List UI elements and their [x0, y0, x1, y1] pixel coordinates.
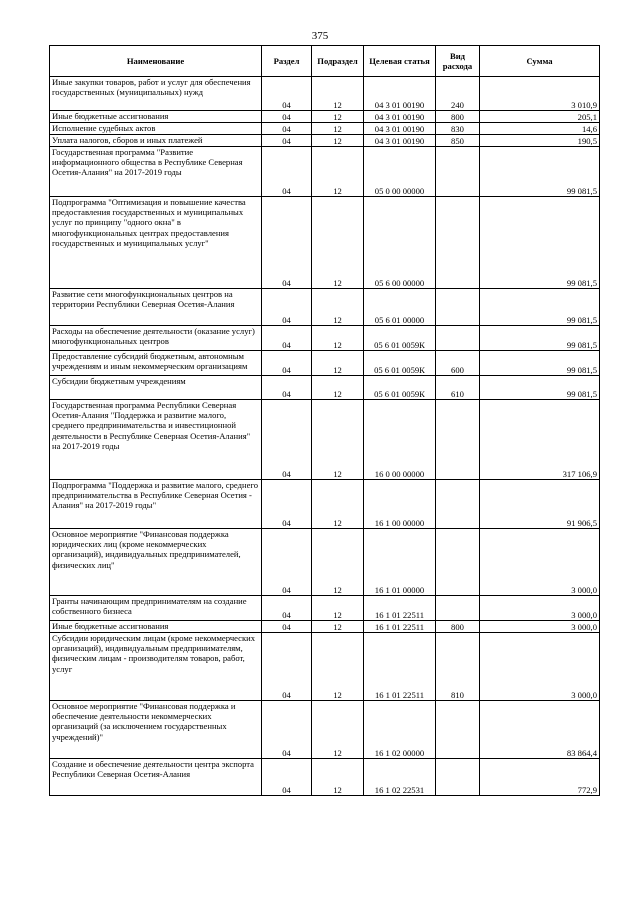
row-subsection: 12	[312, 111, 364, 123]
row-subsection: 12	[312, 197, 364, 289]
row-target: 16 1 01 22511	[364, 621, 436, 633]
table-row	[50, 400, 600, 480]
row-name: Уплата налогов, сборов и иных платежей	[50, 135, 262, 147]
row-target: 05 6 00 00000	[364, 197, 436, 289]
row-amount: 3 010,9	[480, 77, 600, 111]
row-amount: 91 906,5	[480, 480, 600, 529]
row-name: Иные бюджетные ассигнования	[50, 621, 262, 633]
row-section: 04	[262, 596, 312, 621]
row-amount: 14,6	[480, 123, 600, 135]
row-amount: 99 081,5	[480, 289, 600, 326]
row-section: 04	[262, 701, 312, 759]
row-target: 16 1 01 22511	[364, 633, 436, 701]
budget-table	[49, 45, 600, 796]
row-target: 16 1 01 22511	[364, 596, 436, 621]
row-section: 04	[262, 633, 312, 701]
row-amount: 3 000,0	[480, 621, 600, 633]
table-row	[50, 147, 600, 197]
row-subsection: 12	[312, 529, 364, 596]
row-subsection: 12	[312, 376, 364, 400]
row-subsection: 12	[312, 135, 364, 147]
row-target: 16 0 00 00000	[364, 400, 436, 480]
row-type: 600	[436, 351, 480, 376]
page-number: 375	[311, 30, 329, 42]
header-subsection: Подраздел	[312, 46, 364, 77]
row-section: 04	[262, 400, 312, 480]
row-amount: 83 864,4	[480, 701, 600, 759]
row-amount: 3 000,0	[480, 529, 600, 596]
row-name: Субсидии юридическим лицам (кроме некоммерческих организаций), индивидуальным предпринимателям, физическим лицам - производителям товаров, работ, услуг	[50, 633, 262, 701]
row-section: 04	[262, 111, 312, 123]
table-row	[50, 621, 600, 633]
row-section: 04	[262, 376, 312, 400]
header-name: Наименование	[50, 46, 262, 77]
row-type	[436, 326, 480, 351]
row-subsection: 12	[312, 77, 364, 111]
row-section: 04	[262, 123, 312, 135]
row-target: 04 3 01 00190	[364, 135, 436, 147]
row-type: 850	[436, 135, 480, 147]
row-amount: 205,1	[480, 111, 600, 123]
row-subsection: 12	[312, 123, 364, 135]
row-name: Подпрограмма "Поддержка и развитие малого, среднего предпринимательства в Республике Северная Осетия - Алания" на 2017-2019 годы"	[50, 480, 262, 529]
row-name: Иные бюджетные ассигнования	[50, 111, 262, 123]
row-amount: 99 081,5	[480, 351, 600, 376]
row-target: 05 6 01 0059К	[364, 351, 436, 376]
row-section: 04	[262, 135, 312, 147]
row-name: Предоставление субсидий бюджетным, автономным учреждениям и иным некоммерческим организациям	[50, 351, 262, 376]
row-subsection: 12	[312, 621, 364, 633]
row-name: Подпрограмма "Оптимизация и повышение качества предоставления государственных и муниципальных услуг по принципу "одного окна" в многофункциональных центрах предоставления государственных и муниципальных услуг"	[50, 197, 262, 289]
table-row	[50, 289, 600, 326]
row-subsection: 12	[312, 289, 364, 326]
header-amount: Сумма	[480, 46, 600, 77]
row-subsection: 12	[312, 633, 364, 701]
header-section: Раздел	[262, 46, 312, 77]
table-body	[50, 77, 600, 796]
row-target: 16 1 02 22531	[364, 759, 436, 796]
row-section: 04	[262, 351, 312, 376]
row-type	[436, 701, 480, 759]
row-section: 04	[262, 480, 312, 529]
row-name: Субсидии бюджетным учреждениям	[50, 376, 262, 400]
row-type: 830	[436, 123, 480, 135]
row-subsection: 12	[312, 480, 364, 529]
row-name: Иные закупки товаров, работ и услуг для обеспечения государственных (муниципальных) нужд	[50, 77, 262, 111]
row-section: 04	[262, 621, 312, 633]
row-name: Исполнение судебных актов	[50, 123, 262, 135]
row-target: 04 3 01 00190	[364, 111, 436, 123]
row-target: 05 0 00 00000	[364, 147, 436, 197]
table-header-row	[50, 46, 600, 77]
table-row	[50, 197, 600, 289]
row-name: Развитие сети многофункциональных центров на территории Республики Северная Осетия-Алания	[50, 289, 262, 326]
row-name: Основное мероприятие "Финансовая поддержка юридических лиц (кроме некоммерческих организаций), индивидуальных предпринимателей, физических лиц"	[50, 529, 262, 596]
row-target: 16 1 02 00000	[364, 701, 436, 759]
row-name: Основное мероприятие "Финансовая поддержка и обеспечение деятельности некоммерческих организаций (за исключением государственных учреждений)"	[50, 701, 262, 759]
row-type: 800	[436, 621, 480, 633]
row-type: 810	[436, 633, 480, 701]
row-type	[436, 147, 480, 197]
row-amount: 317 106,9	[480, 400, 600, 480]
row-section: 04	[262, 197, 312, 289]
table-row	[50, 326, 600, 351]
row-section: 04	[262, 759, 312, 796]
row-amount: 99 081,5	[480, 376, 600, 400]
row-target: 16 1 01 00000	[364, 529, 436, 596]
row-amount: 3 000,0	[480, 633, 600, 701]
row-subsection: 12	[312, 326, 364, 351]
table-row	[50, 759, 600, 796]
row-amount: 772,9	[480, 759, 600, 796]
row-type	[436, 596, 480, 621]
row-amount: 190,5	[480, 135, 600, 147]
row-subsection: 12	[312, 147, 364, 197]
header-target: Целевая статья	[364, 46, 436, 77]
row-target: 16 1 00 00000	[364, 480, 436, 529]
row-type: 240	[436, 77, 480, 111]
row-type	[436, 289, 480, 326]
row-amount: 99 081,5	[480, 197, 600, 289]
table-row	[50, 480, 600, 529]
row-type	[436, 759, 480, 796]
row-name: Создание и обеспечение деятельности центра экспорта Республики Северная Осетия-Алания	[50, 759, 262, 796]
table-row	[50, 351, 600, 376]
row-type	[436, 197, 480, 289]
row-target: 05 6 01 00000	[364, 289, 436, 326]
row-type	[436, 480, 480, 529]
row-section: 04	[262, 77, 312, 111]
table-row	[50, 135, 600, 147]
table-row	[50, 596, 600, 621]
table-row	[50, 77, 600, 111]
row-name: Расходы на обеспечение деятельности (оказание услуг) многофункциональных центров	[50, 326, 262, 351]
table-row	[50, 111, 600, 123]
table-row	[50, 633, 600, 701]
row-amount: 99 081,5	[480, 147, 600, 197]
row-subsection: 12	[312, 351, 364, 376]
row-type	[436, 400, 480, 480]
row-type: 800	[436, 111, 480, 123]
row-target: 05 6 01 0059К	[364, 376, 436, 400]
row-amount: 3 000,0	[480, 596, 600, 621]
row-target: 04 3 01 00190	[364, 77, 436, 111]
row-section: 04	[262, 529, 312, 596]
header-type: Вид расхода	[436, 46, 480, 77]
table-row	[50, 376, 600, 400]
row-section: 04	[262, 289, 312, 326]
row-target: 04 3 01 00190	[364, 123, 436, 135]
row-section: 04	[262, 147, 312, 197]
row-subsection: 12	[312, 400, 364, 480]
row-subsection: 12	[312, 701, 364, 759]
row-target: 05 6 01 0059К	[364, 326, 436, 351]
row-name: Государственная программа "Развитие информационного общества в Республике Северная Осетия-Алания" на 2017-2019 годы	[50, 147, 262, 197]
row-type	[436, 529, 480, 596]
row-subsection: 12	[312, 759, 364, 796]
row-type: 610	[436, 376, 480, 400]
row-amount: 99 081,5	[480, 326, 600, 351]
row-name: Гранты начинающим предпринимателям на создание собственного бизнеса	[50, 596, 262, 621]
row-subsection: 12	[312, 596, 364, 621]
row-name: Государственная программа Республики Северная Осетия-Алания "Поддержка и развитие малого, среднего предпринимательства и инвестиционной деятельности в Республике Северная Осетия-Алания" на 2017-2019 годы	[50, 400, 262, 480]
table-row	[50, 701, 600, 759]
row-section: 04	[262, 326, 312, 351]
table-row	[50, 529, 600, 596]
table-row	[50, 123, 600, 135]
